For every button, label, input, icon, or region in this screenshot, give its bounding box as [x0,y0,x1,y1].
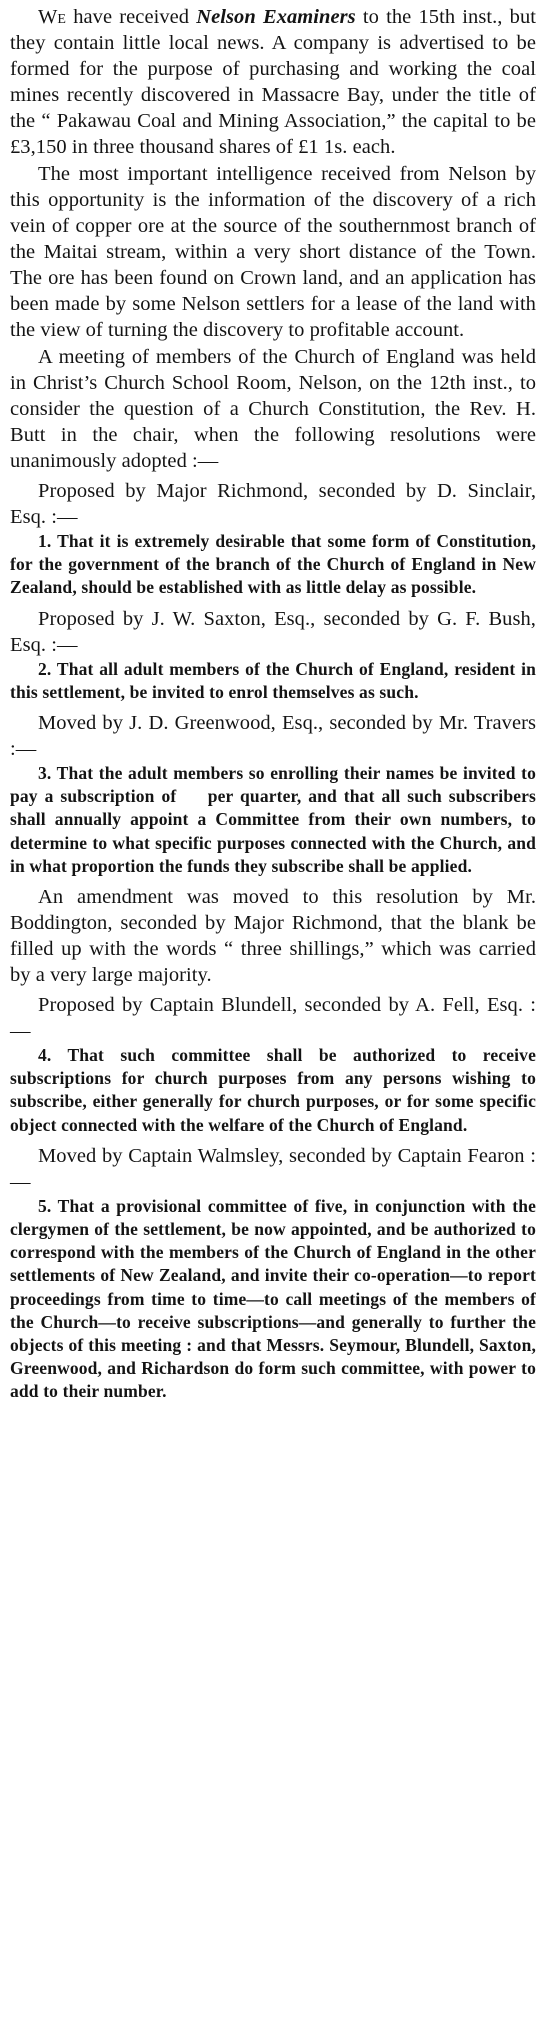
resolution-2: 2. That all adult members of the Church of England, resident in this settlement, be invited to enrol themselves as such. [10,658,536,702]
paragraph-amendment: An amendment was moved to this resolution by Mr. Boddington, seconded by Major Richmond, that the blank be filled up with the words “ three shillings,” which was carried by a very large majority. [10,886,536,987]
motion-heading-5: Moved by Captain Walmsley, seconded by Captain Fearon :— [10,1144,536,1193]
resolution-3: 3. That the adult members so enrolling their names be invited to pay a subscription of per quarter, and that all such subscribers shall annually appoint a Committee from their own numbers, to determine to what specific purposes connected with the Church, and in what proportion the funds they subscribe shall be applied. [10,763,536,876]
resolution-1: 1. That it is extremely desirable that some form of Constitution, for the government of the branch of the Church of England in New Zealand, should be established with as little delay as possible. [10,531,536,598]
resolution-4: 4. That such committee shall be authorized to receive subscriptions for church purposes from any persons wishing to subscribe, either generally for church purposes, or for some specific object connected with the welfare of the Church of England. [10,1045,536,1135]
motion-heading-4: Proposed by Captain Blundell, seconded by A. Fell, Esq. :— [10,994,536,1043]
drop-word: We [38,6,67,28]
paragraph-nelson-examiners [10,4,536,160]
text-run: to the 15th inst., but they contain little local news. A company is advertised to be formed for the purpose of purchasing and working the coal mines recently discovered in Massacre Bay, under the title of the “ Pakawau Coal and Mining Association,” the capital to be £3,150 in three thousand shares of £1 1s. each. [10,6,536,158]
motion-heading-1: Proposed by Major Richmond, seconded by D. Sinclair, Esq. :— [10,480,536,528]
motion-heading-2: Proposed by J. W. Saxton, Esq., seconded by G. F. Bush, Esq. :— [10,607,536,656]
paragraph-copper-discovery: The most important intelligence received from Nelson by this opportunity is the information of the discovery of a rich vein of copper ore at the source of the southernmost branch of the Maitai stream, within a very short distance of the Town. The ore has been found on Crown land, and an application has been made by some Nelson settlers for a lease of the land with the view of turning the discovery to profitable account. [10,163,536,341]
text-run: have received [66,6,197,28]
motion-heading-3: Moved by J. D. Greenwood, Esq., seconded by Mr. Travers :— [10,712,536,761]
paragraph-church-meeting: A meeting of members of the Church of England was held in Christ’s Church School Room, Nelson, on the 12th inst., to consider the question of a Church Constitution, the Rev. H. Butt in the chair, when the following resolutions were unanimously adopted :— [10,346,536,472]
resolution-5: 5. That a provisional committee of five, in conjunction with the clergymen of the settlement, be now appointed, and be authorized to correspond with the members of the Church of England in the other settlements of New Zealand, and invite their co-operation—to report proceedings from time to time—to call meetings of the members of the Church—to receive subscriptions—and generally to further the objects of this meeting : and that Messrs. Seymour, Blundell, Saxton, Greenwood, and Richardson do form such committee, with power to add to their number. [10,1195,536,1402]
newspaper-title: Nelson Examiners [196,6,356,28]
